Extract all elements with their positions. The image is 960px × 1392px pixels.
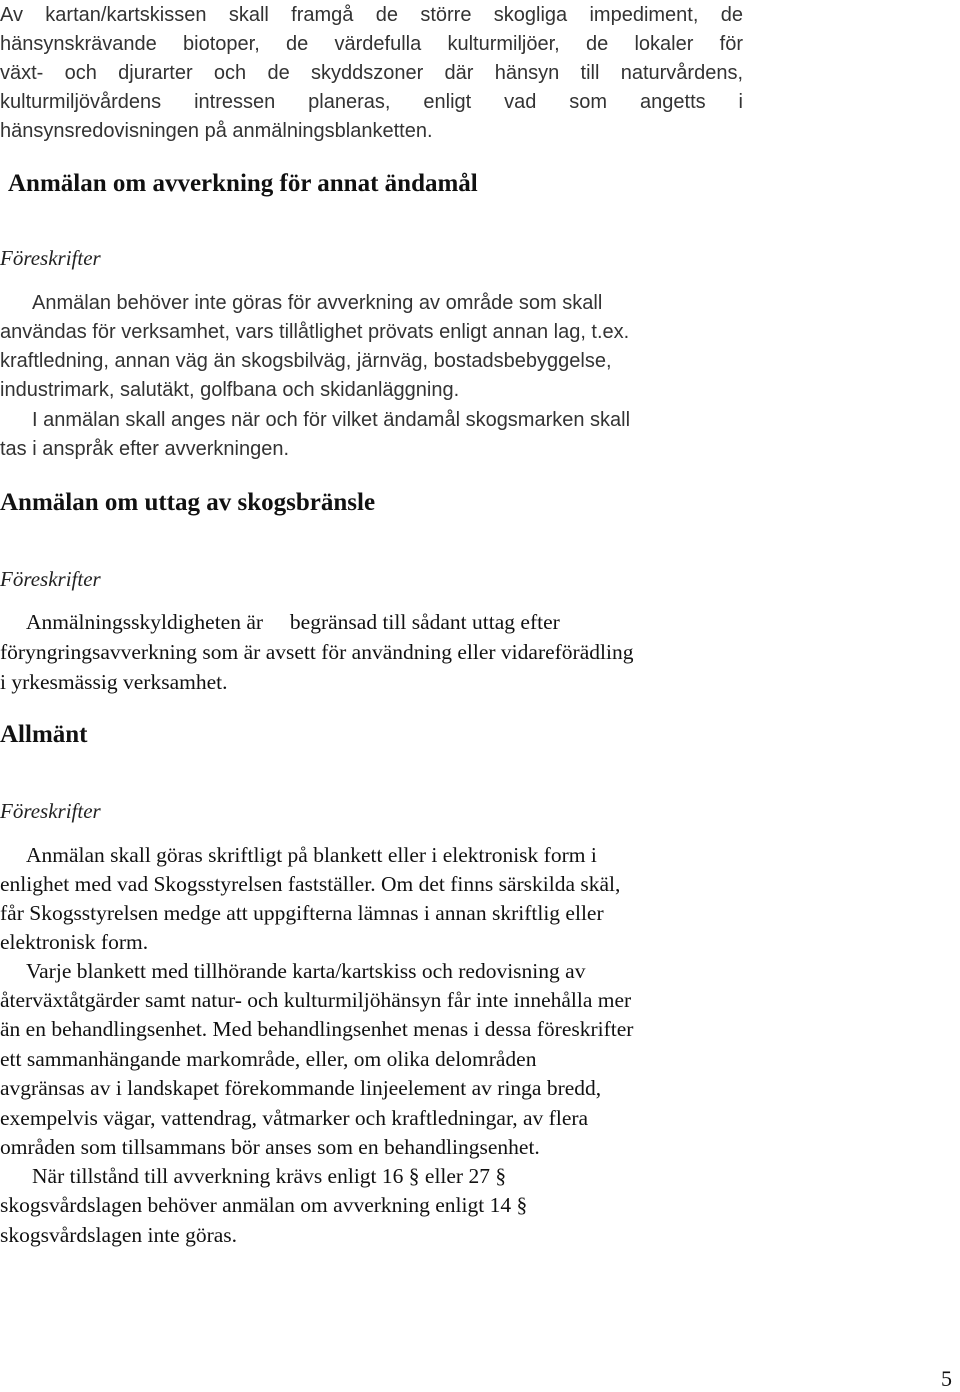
paragraph-line: enlighet med vad Skogsstyrelsen fastställer. Om det finns särskilda skäl,: [0, 872, 621, 896]
paragraph-line: ett sammanhängande markområde, eller, om olika delområden: [0, 1047, 537, 1071]
paragraph-line: användas för verksamhet, vars tillåtlighet prövats enligt annan lag, t.ex.: [0, 321, 630, 343]
paragraph-line: elektronisk form.: [0, 930, 149, 954]
paragraph-line: i yrkesmässig verksamhet.: [0, 670, 228, 694]
paragraph-line: tas i anspråk efter avverkningen.: [0, 438, 290, 460]
section-subheading: Föreskrifter: [0, 567, 101, 591]
intro-line: hänsynsredovisningen på anmälningsblanketten.: [0, 120, 433, 142]
paragraph-line: exempelvis vägar, vattendrag, våtmarker och kraftledningar, av flera: [0, 1106, 589, 1130]
intro-line: hänsynskrävande biotoper, de värdefulla kulturmiljöer, de lokaler för: [0, 33, 743, 55]
paragraph-line: skogsvårdslagen inte göras.: [0, 1223, 238, 1247]
intro-line: kulturmiljövårdens intressen planeras, enligt vad som angetts i: [0, 91, 743, 113]
paragraph-line: Anmälningsskyldigheten är begränsad till sådant uttag efter: [26, 610, 560, 634]
paragraph-line: När tillstånd till avverkning krävs enligt 16 § eller 27 §: [32, 1164, 507, 1188]
paragraph-line: Anmälan skall göras skriftligt på blankett eller i elektronisk form i: [26, 843, 597, 867]
paragraph-line: kraftledning, annan väg än skogsbilväg, järnväg, bostadsbebyggelse,: [0, 350, 612, 372]
paragraph-line: får Skogsstyrelsen medge att uppgifterna lämnas i annan skriftlig eller: [0, 901, 604, 925]
paragraph-line: I anmälan skall anges när och för vilket ändamål skogsmarken skall: [32, 409, 631, 431]
paragraph-line: skogsvårdslagen behöver anmälan om avverkning enligt 14 §: [0, 1193, 528, 1217]
intro-line: Av kartan/kartskissen skall framgå de större skogliga impediment, de: [0, 4, 743, 26]
paragraph-line: Anmälan behöver inte göras för avverkning av område som skall: [32, 292, 603, 314]
paragraph-line: återväxtåtgärder samt natur- och kulturmiljöhänsyn får inte innehålla mer: [0, 988, 632, 1012]
section-subheading: Föreskrifter: [0, 799, 101, 823]
section-heading: Anmälan om uttag av skogsbränsle: [0, 489, 376, 516]
paragraph-line: än en behandlingsenhet. Med behandlingsenhet menas i dessa föreskrifter: [0, 1017, 634, 1041]
paragraph-line: Varje blankett med tillhörande karta/kartskiss och redovisning av: [26, 959, 586, 983]
paragraph-line: avgränsas av i landskapet förekommande linjeelement av ringa bredd,: [0, 1076, 602, 1100]
page-number: 5: [941, 1366, 952, 1391]
section-subheading: Föreskrifter: [0, 246, 101, 270]
section-heading: Anmälan om avverkning för annat ändamål: [8, 170, 478, 197]
intro-line: växt- och djurarter och de skyddszoner där hänsyn till naturvårdens,: [0, 62, 743, 84]
paragraph-line: föryngringsavverkning som är avsett för användning eller vidareförädling: [0, 640, 634, 664]
section-heading: Allmänt: [0, 721, 88, 748]
paragraph-line: områden som tillsammans bör anses som en behandlingsenhet.: [0, 1135, 540, 1159]
paragraph-line: industrimark, salutäkt, golfbana och skidanläggning.: [0, 379, 460, 401]
